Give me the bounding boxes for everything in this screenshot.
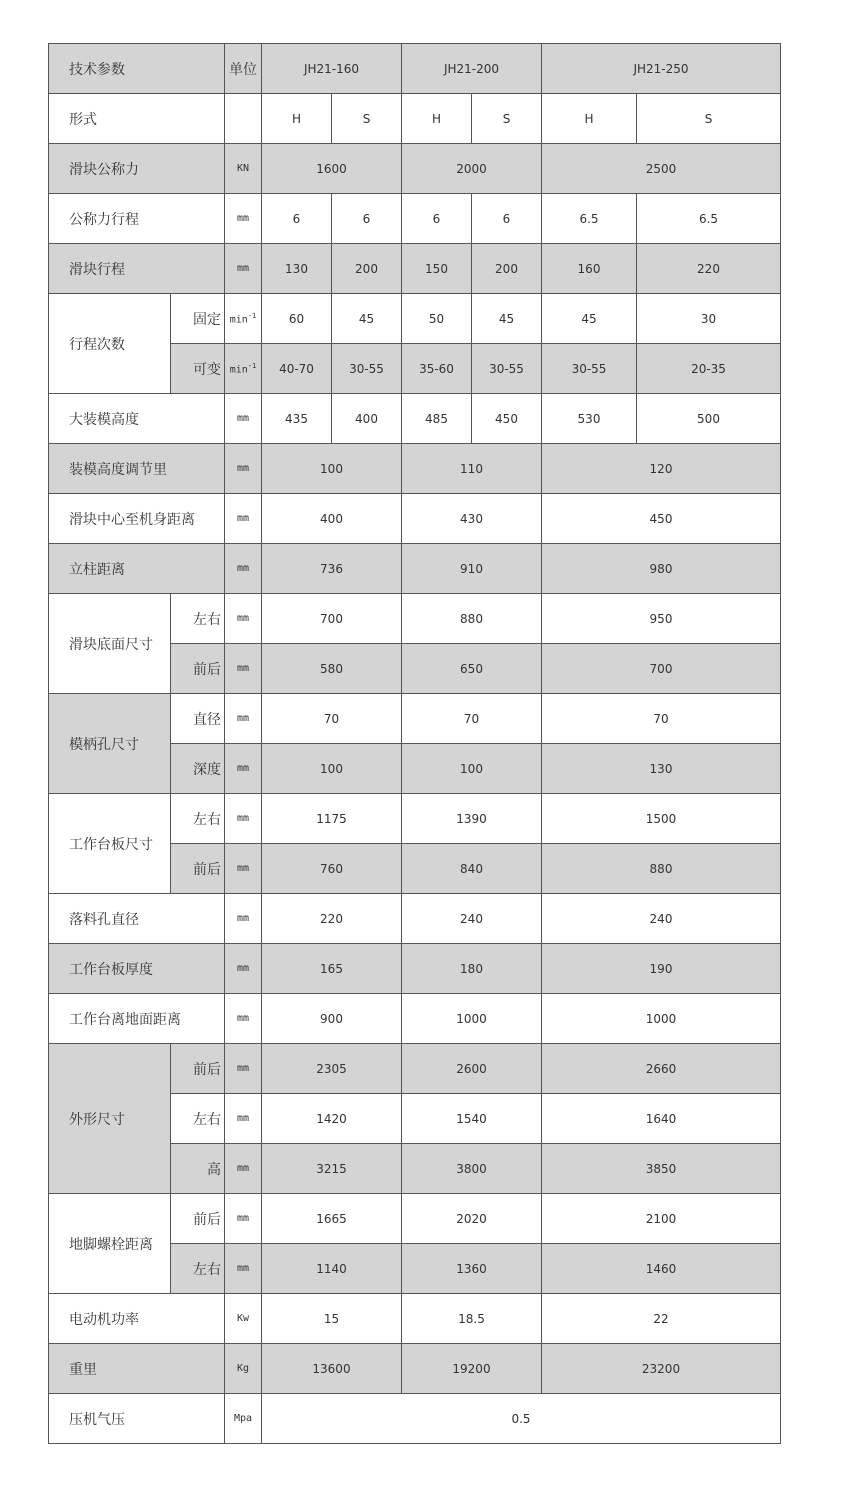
- shank-depth-value: 130: [542, 744, 781, 794]
- motor-power-value: 18.5: [402, 1294, 542, 1344]
- motor-power-value: 22: [542, 1294, 781, 1344]
- outline-fb-label: 前后: [171, 1044, 225, 1094]
- die-adjust-label: 装模高度调节里: [49, 444, 225, 494]
- outline-label: 外形尺寸: [49, 1044, 171, 1194]
- weight-label: 重里: [49, 1344, 225, 1394]
- slide-bottom-lr-value: 700: [262, 594, 402, 644]
- slide-stroke-label: 滑块行程: [49, 244, 225, 294]
- stroke-variable-value: 30-55: [472, 344, 542, 394]
- shank-depth-value: 100: [402, 744, 542, 794]
- stroke-count-label: 行程次数: [49, 294, 171, 394]
- outline-lr-value: 1420: [262, 1094, 402, 1144]
- outline-h-unit: mm: [225, 1144, 262, 1194]
- slide-force-value: 2500: [542, 144, 781, 194]
- stroke-fixed-value: 50: [402, 294, 472, 344]
- outline-h-label: 高: [171, 1144, 225, 1194]
- slide-force-label: 滑块公称力: [49, 144, 225, 194]
- form-value: H: [542, 94, 637, 144]
- shank-dia-unit: mm: [225, 694, 262, 744]
- bolster-lr-unit: mm: [225, 794, 262, 844]
- max-die-height-value: 500: [637, 394, 781, 444]
- bolster-thickness-unit: mm: [225, 944, 262, 994]
- row-drop-hole: [49, 894, 781, 944]
- table-height-label: 工作台离地面距离: [49, 994, 225, 1044]
- stroke-fixed-value: 60: [262, 294, 332, 344]
- max-die-height-value: 400: [332, 394, 402, 444]
- row-column-distance: [49, 544, 781, 594]
- slide-stroke-value: 200: [332, 244, 402, 294]
- max-die-height-value: 450: [472, 394, 542, 444]
- anchor-lr-value: 1140: [262, 1244, 402, 1294]
- die-adjust-unit: mm: [225, 444, 262, 494]
- die-adjust-value: 100: [262, 444, 402, 494]
- air-pressure-unit: Mpa: [225, 1394, 262, 1444]
- anchor-lr-unit: mm: [225, 1244, 262, 1294]
- row-anchor-fb: [49, 1194, 781, 1244]
- slide-stroke-unit: mm: [225, 244, 262, 294]
- column-distance-unit: mm: [225, 544, 262, 594]
- motor-power-unit: Kw: [225, 1294, 262, 1344]
- outline-h-value: 3850: [542, 1144, 781, 1194]
- row-bolster-lr: [49, 794, 781, 844]
- stroke-fixed-unit: $\min^{-1}$: [225, 294, 262, 344]
- column-distance-value: 980: [542, 544, 781, 594]
- row-slide-bottom-lr: [49, 594, 781, 644]
- bolster-fb-value: 760: [262, 844, 402, 894]
- weight-value: 23200: [542, 1344, 781, 1394]
- row-air-pressure: [49, 1394, 781, 1444]
- row-motor-power: [49, 1294, 781, 1344]
- shank-depth-label: 深度: [171, 744, 225, 794]
- row-force-stroke: [49, 194, 781, 244]
- table-height-value: 900: [262, 994, 402, 1044]
- outline-lr-label: 左右: [171, 1094, 225, 1144]
- row-slide-stroke: [49, 244, 781, 294]
- force-stroke-value: 6.5: [637, 194, 781, 244]
- motor-power-label: 电动机功率: [49, 1294, 225, 1344]
- throat-depth-value: 400: [262, 494, 402, 544]
- header-model-2: JH21-200: [402, 44, 542, 94]
- column-distance-label: 立柱距离: [49, 544, 225, 594]
- row-throat-depth: [49, 494, 781, 544]
- bolster-lr-value: 1175: [262, 794, 402, 844]
- header-row: [49, 44, 781, 94]
- stroke-variable-value: 35-60: [402, 344, 472, 394]
- air-pressure-label: 压机气压: [49, 1394, 225, 1444]
- shank-dia-value: 70: [262, 694, 402, 744]
- outline-h-value: 3215: [262, 1144, 402, 1194]
- weight-unit: Kg: [225, 1344, 262, 1394]
- row-stroke-fixed: [49, 294, 781, 344]
- row-die-adjust: [49, 444, 781, 494]
- stroke-fixed-value: 45: [472, 294, 542, 344]
- bolster-lr-value: 1390: [402, 794, 542, 844]
- anchor-fb-value: 2100: [542, 1194, 781, 1244]
- slide-bottom-fb-value: 580: [262, 644, 402, 694]
- stroke-variable-value: 40-70: [262, 344, 332, 394]
- stroke-variable-label: 可变: [171, 344, 225, 394]
- anchor-fb-unit: mm: [225, 1194, 262, 1244]
- outline-fb-unit: mm: [225, 1044, 262, 1094]
- slide-bottom-lr-unit: mm: [225, 594, 262, 644]
- bolster-thickness-value: 180: [402, 944, 542, 994]
- stroke-fixed-value: 45: [542, 294, 637, 344]
- bolster-thickness-value: 165: [262, 944, 402, 994]
- bolster-fb-value: 840: [402, 844, 542, 894]
- header-model-3: JH21-250: [542, 44, 781, 94]
- shank-dia-label: 直径: [171, 694, 225, 744]
- stroke-variable-value: 30-55: [542, 344, 637, 394]
- stroke-variable-unit: $\min^{-1}$: [225, 344, 262, 394]
- row-max-die-height: [49, 394, 781, 444]
- slide-force-value: 2000: [402, 144, 542, 194]
- column-distance-value: 910: [402, 544, 542, 594]
- row-table-height: [49, 994, 781, 1044]
- outline-fb-value: 2305: [262, 1044, 402, 1094]
- outline-lr-value: 1540: [402, 1094, 542, 1144]
- shank-hole-label: 模柄孔尺寸: [49, 694, 171, 794]
- table-height-value: 1000: [402, 994, 542, 1044]
- slide-bottom-fb-label: 前后: [171, 644, 225, 694]
- bolster-fb-value: 880: [542, 844, 781, 894]
- drop-hole-value: 220: [262, 894, 402, 944]
- form-label: 形式: [49, 94, 225, 144]
- force-stroke-label: 公称力行程: [49, 194, 225, 244]
- slide-stroke-value: 160: [542, 244, 637, 294]
- anchor-lr-value: 1460: [542, 1244, 781, 1294]
- slide-bottom-fb-unit: mm: [225, 644, 262, 694]
- stroke-fixed-label: 固定: [171, 294, 225, 344]
- stroke-variable-value: 20-35: [637, 344, 781, 394]
- bolster-fb-label: 前后: [171, 844, 225, 894]
- form-value: S: [637, 94, 781, 144]
- weight-value: 13600: [262, 1344, 402, 1394]
- column-distance-value: 736: [262, 544, 402, 594]
- slide-bottom-label: 滑块底面尺寸: [49, 594, 171, 694]
- slide-stroke-value: 220: [637, 244, 781, 294]
- drop-hole-value: 240: [542, 894, 781, 944]
- slide-bottom-fb-value: 650: [402, 644, 542, 694]
- bolster-thickness-label: 工作台板厚度: [49, 944, 225, 994]
- throat-depth-label: 滑块中心至机身距离: [49, 494, 225, 544]
- max-die-height-label: 大装模高度: [49, 394, 225, 444]
- slide-force-unit: KN: [225, 144, 262, 194]
- motor-power-value: 15: [262, 1294, 402, 1344]
- force-stroke-value: 6.5: [542, 194, 637, 244]
- outline-fb-value: 2660: [542, 1044, 781, 1094]
- slide-bottom-lr-value: 950: [542, 594, 781, 644]
- force-stroke-value: 6: [402, 194, 472, 244]
- shank-dia-value: 70: [402, 694, 542, 744]
- shank-dia-value: 70: [542, 694, 781, 744]
- form-value: H: [402, 94, 472, 144]
- row-bolster-thickness: [49, 944, 781, 994]
- header-param: 技术参数: [49, 44, 225, 94]
- row-form: [49, 94, 781, 144]
- shank-depth-value: 100: [262, 744, 402, 794]
- form-unit: [225, 94, 262, 144]
- max-die-height-unit: mm: [225, 394, 262, 444]
- row-shank-dia: [49, 694, 781, 744]
- row-slide-force: [49, 144, 781, 194]
- bolster-lr-label: 左右: [171, 794, 225, 844]
- drop-hole-unit: mm: [225, 894, 262, 944]
- header-model-1: JH21-160: [262, 44, 402, 94]
- force-stroke-unit: mm: [225, 194, 262, 244]
- slide-bottom-lr-value: 880: [402, 594, 542, 644]
- force-stroke-value: 6: [472, 194, 542, 244]
- drop-hole-label: 落料孔直径: [49, 894, 225, 944]
- throat-depth-value: 450: [542, 494, 781, 544]
- force-stroke-value: 6: [262, 194, 332, 244]
- stroke-variable-value: 30-55: [332, 344, 402, 394]
- bolster-fb-unit: mm: [225, 844, 262, 894]
- anchor-fb-label: 前后: [171, 1194, 225, 1244]
- spec-table: [48, 43, 781, 1444]
- bolster-label: 工作台板尺寸: [49, 794, 171, 894]
- shank-depth-unit: mm: [225, 744, 262, 794]
- table-height-unit: mm: [225, 994, 262, 1044]
- anchor-fb-value: 1665: [262, 1194, 402, 1244]
- row-weight: [49, 1344, 781, 1394]
- header-unit: 单位: [225, 44, 262, 94]
- anchor-lr-value: 1360: [402, 1244, 542, 1294]
- slide-bottom-lr-label: 左右: [171, 594, 225, 644]
- stroke-fixed-value: 30: [637, 294, 781, 344]
- form-value: S: [472, 94, 542, 144]
- row-outline-fb: [49, 1044, 781, 1094]
- die-adjust-value: 110: [402, 444, 542, 494]
- drop-hole-value: 240: [402, 894, 542, 944]
- weight-value: 19200: [402, 1344, 542, 1394]
- form-value: H: [262, 94, 332, 144]
- outline-h-value: 3800: [402, 1144, 542, 1194]
- bolster-lr-value: 1500: [542, 794, 781, 844]
- slide-force-value: 1600: [262, 144, 402, 194]
- die-adjust-value: 120: [542, 444, 781, 494]
- anchor-lr-label: 左右: [171, 1244, 225, 1294]
- slide-stroke-value: 200: [472, 244, 542, 294]
- slide-stroke-value: 150: [402, 244, 472, 294]
- force-stroke-value: 6: [332, 194, 402, 244]
- air-pressure-value: 0.5: [262, 1394, 781, 1444]
- bolster-thickness-value: 190: [542, 944, 781, 994]
- form-value: S: [332, 94, 402, 144]
- throat-depth-unit: mm: [225, 494, 262, 544]
- max-die-height-value: 530: [542, 394, 637, 444]
- anchor-bolt-label: 地脚螺栓距离: [49, 1194, 171, 1294]
- max-die-height-value: 485: [402, 394, 472, 444]
- outline-fb-value: 2600: [402, 1044, 542, 1094]
- anchor-fb-value: 2020: [402, 1194, 542, 1244]
- outline-lr-unit: mm: [225, 1094, 262, 1144]
- slide-stroke-value: 130: [262, 244, 332, 294]
- max-die-height-value: 435: [262, 394, 332, 444]
- slide-bottom-fb-value: 700: [542, 644, 781, 694]
- stroke-fixed-value: 45: [332, 294, 402, 344]
- throat-depth-value: 430: [402, 494, 542, 544]
- outline-lr-value: 1640: [542, 1094, 781, 1144]
- table-height-value: 1000: [542, 994, 781, 1044]
